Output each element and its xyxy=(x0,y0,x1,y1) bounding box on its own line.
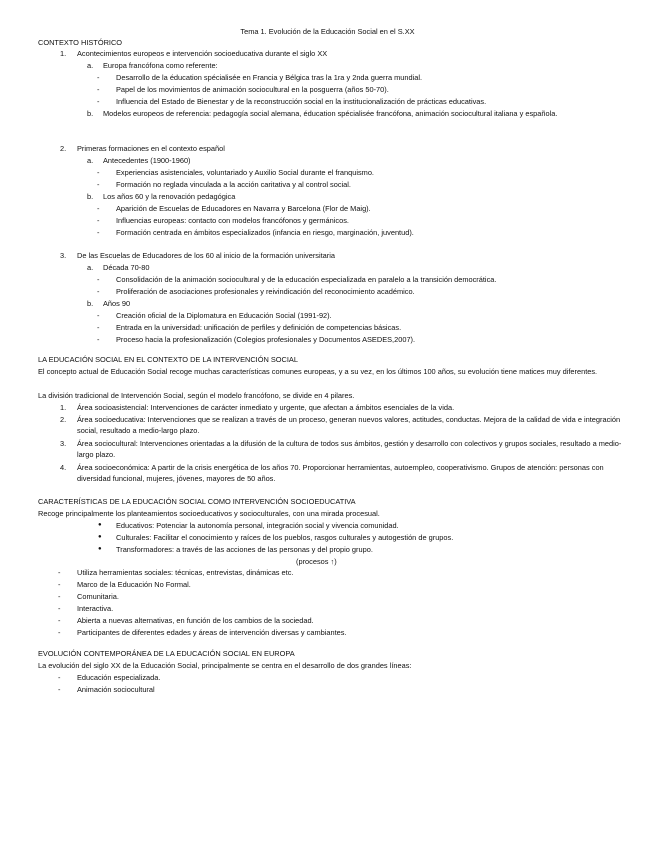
list-item: Culturales: Facilitar el conocimiento y raíces de los pueblos, rasgos culturales y autogestión de grupos. xyxy=(116,533,454,542)
bullet-marker: ● xyxy=(98,546,102,552)
list-letter: a. xyxy=(87,61,94,70)
list-item: Formación no reglada vinculada a la acción caritativa y al control social. xyxy=(116,180,351,189)
list-item: Interactiva. xyxy=(77,604,114,613)
list-number: 3. xyxy=(60,251,67,260)
list-item: Proceso hacia la profesionalización (Colegios profesionales y Documentos ASEDES,2007). xyxy=(116,335,416,344)
list-letter: b. xyxy=(87,109,94,118)
section-heading-contexto: CONTEXTO HISTÓRICO xyxy=(38,38,123,47)
paragraph: La evolución del siglo XX de la Educación Social, principalmente se centra en el desarrollo de dos grandes líneas: xyxy=(38,661,412,670)
paragraph: El concepto actual de Educación Social recoge muchas características comunes europeas, y a su vez, en los últimos 100 años, su evolución tiene matices muy diferentes. xyxy=(38,367,598,376)
list-number: 2. xyxy=(60,144,67,153)
dash-marker: - xyxy=(97,287,100,296)
dash-marker: - xyxy=(97,275,100,284)
dash-marker: - xyxy=(58,592,61,601)
list-item: Antecedentes (1900-1960) xyxy=(103,156,191,165)
section-heading-caracteristicas: CARACTERÍSTICAS DE LA EDUCACIÓN SOCIAL COMO INTERVENCIÓN SOCIOEDUCATIVA xyxy=(38,497,356,506)
list-item: Participantes de diferentes edades y áreas de intervención diversas y cambiantes. xyxy=(77,628,347,637)
list-item: Utiliza herramientas sociales: técnicas, entrevistas, dinámicas etc. xyxy=(77,568,294,577)
list-letter: a. xyxy=(87,156,94,165)
list-item: Educativos: Potenciar la autonomía personal, integración social y vivencia comunidad. xyxy=(116,521,399,530)
dash-marker: - xyxy=(97,85,100,94)
dash-marker: - xyxy=(58,580,61,589)
dash-marker: - xyxy=(97,228,100,237)
list-item: Área sociocultural: Intervenciones orientadas a la difusión de la cultura de todos sus ámbitos, gestión y desarrollo con colectivos y grupos sociales, resultado a medio-largo plazo. xyxy=(77,439,622,460)
section-heading-evolucion: EVOLUCIÓN CONTEMPORÁNEA DE LA EDUCACIÓN SOCIAL EN EUROPA xyxy=(38,649,295,658)
list-item: Papel de los movimientos de animación sociocultural en la posguerra (años 50-70). xyxy=(116,85,389,94)
list-letter: b. xyxy=(87,299,94,308)
list-number: 3. xyxy=(60,439,67,448)
list-item: Transformadores: a través de las acciones de las personas y del propio grupo. xyxy=(116,545,373,554)
dash-marker: - xyxy=(97,97,100,106)
list-item: Abierta a nuevas alternativas, en función de los cambios de la sociedad. xyxy=(77,616,314,625)
list-letter: b. xyxy=(87,192,94,201)
dash-marker: - xyxy=(97,73,100,82)
list-item: Comunitaria. xyxy=(77,592,119,601)
dash-marker: - xyxy=(97,180,100,189)
procesos-note: (procesos ↑) xyxy=(296,557,337,566)
list-item: Acontecimientos europeos e intervención socioeducativa durante el siglo XX xyxy=(77,49,328,58)
list-number: 4. xyxy=(60,463,67,472)
list-number: 1. xyxy=(60,403,67,412)
dash-marker: - xyxy=(97,323,100,332)
dash-marker: - xyxy=(58,685,61,694)
list-item: Los años 60 y la renovación pedagógica xyxy=(103,192,236,201)
list-item: Década 70-80 xyxy=(103,263,150,272)
paragraph: La división tradicional de Intervención Social, según el modelo francófono, se divide en 4 pilares. xyxy=(38,391,355,400)
dash-marker: - xyxy=(97,216,100,225)
list-item: Proliferación de asociaciones profesionales y reivindicación del reconocimiento académico. xyxy=(116,287,415,296)
dash-marker: - xyxy=(58,673,61,682)
dash-marker: - xyxy=(97,311,100,320)
bullet-marker: ● xyxy=(98,534,102,540)
list-item: Primeras formaciones en el contexto español xyxy=(77,144,225,153)
list-item: Formación centrada en ámbitos especializados (infancia en riesgo, marginación, juventud). xyxy=(116,228,414,237)
list-item: Consolidación de la animación sociocultural y de la educación especializada en paralelo a la transición democrática. xyxy=(116,275,497,284)
list-item: Desarrollo de la éducation spécialisée en Francia y Bélgica tras la 1ra y 2nda guerra mundial. xyxy=(116,73,423,82)
list-item: Entrada en la universidad: unificación de perfiles y definición de competencias básicas. xyxy=(116,323,402,332)
dash-marker: - xyxy=(97,168,100,177)
list-item: Educación especializada. xyxy=(77,673,161,682)
dash-marker: - xyxy=(97,335,100,344)
list-item: Años 90 xyxy=(103,299,131,308)
paragraph: Recoge principalmente los planteamientos socioeducativos y socioculturales, con una mirada procesual. xyxy=(38,509,380,518)
list-item: Aparición de Escuelas de Educadores en Navarra y Barcelona (Flor de Maig). xyxy=(116,204,371,213)
dash-marker: - xyxy=(58,604,61,613)
bullet-marker: ● xyxy=(98,522,102,528)
list-item: Influencia del Estado de Bienestar y de la reconstrucción social en la institucionalización de prácticas educativas. xyxy=(116,97,487,106)
list-item: Experiencias asistenciales, voluntariado y Auxilio Social durante el franquismo. xyxy=(116,168,374,177)
list-item: Influencias europeas: contacto con modelos francófonos y germánicos. xyxy=(116,216,349,225)
list-number: 2. xyxy=(60,415,67,424)
list-item: Área socioasistencial: Intervenciones de carácter inmediato y urgente, que afectan a ámbitos esenciales de la vida. xyxy=(77,403,455,412)
dash-marker: - xyxy=(58,616,61,625)
list-letter: a. xyxy=(87,263,94,272)
list-item: Creación oficial de la Diplomatura en Educación Social (1991-92). xyxy=(116,311,332,320)
dash-marker: - xyxy=(58,568,61,577)
list-item: De las Escuelas de Educadores de los 60 al inicio de la formación universitaria xyxy=(77,251,335,260)
dash-marker: - xyxy=(97,204,100,213)
document-title: Tema 1. Evolución de la Educación Social en el S.XX xyxy=(240,27,415,36)
section-heading-intervencion: LA EDUCACIÓN SOCIAL EN EL CONTEXTO DE LA INTERVENCIÓN SOCIAL xyxy=(38,355,298,364)
list-item: Área socioeducativa: Intervenciones que se realizan a través de un proceso, generan nuevos valores, actitudes, conductas. Mejora de la calidad de vida e integración social, resultado a medio-largo plazo. xyxy=(77,415,621,436)
list-item: Animación sociocultural xyxy=(77,685,155,694)
dash-marker: - xyxy=(58,628,61,637)
list-item: Área socioeconómica: A partir de la crisis energética de los años 70. Proporcionar herramientas, autoempleo, cooperativismo. Grupos de atención: personas con diversidad funcional, mujeres, jóvenes, mayores de 50 años. xyxy=(77,463,604,484)
list-item: Marco de la Educación No Formal. xyxy=(77,580,191,589)
list-item: Modelos europeos de referencia: pedagogía social alemana, éducation spécialisée francófona, animación sociocultural italiana y española. xyxy=(103,109,558,118)
list-number: 1. xyxy=(60,49,67,58)
list-item: Europa francófona como referente: xyxy=(103,61,218,70)
